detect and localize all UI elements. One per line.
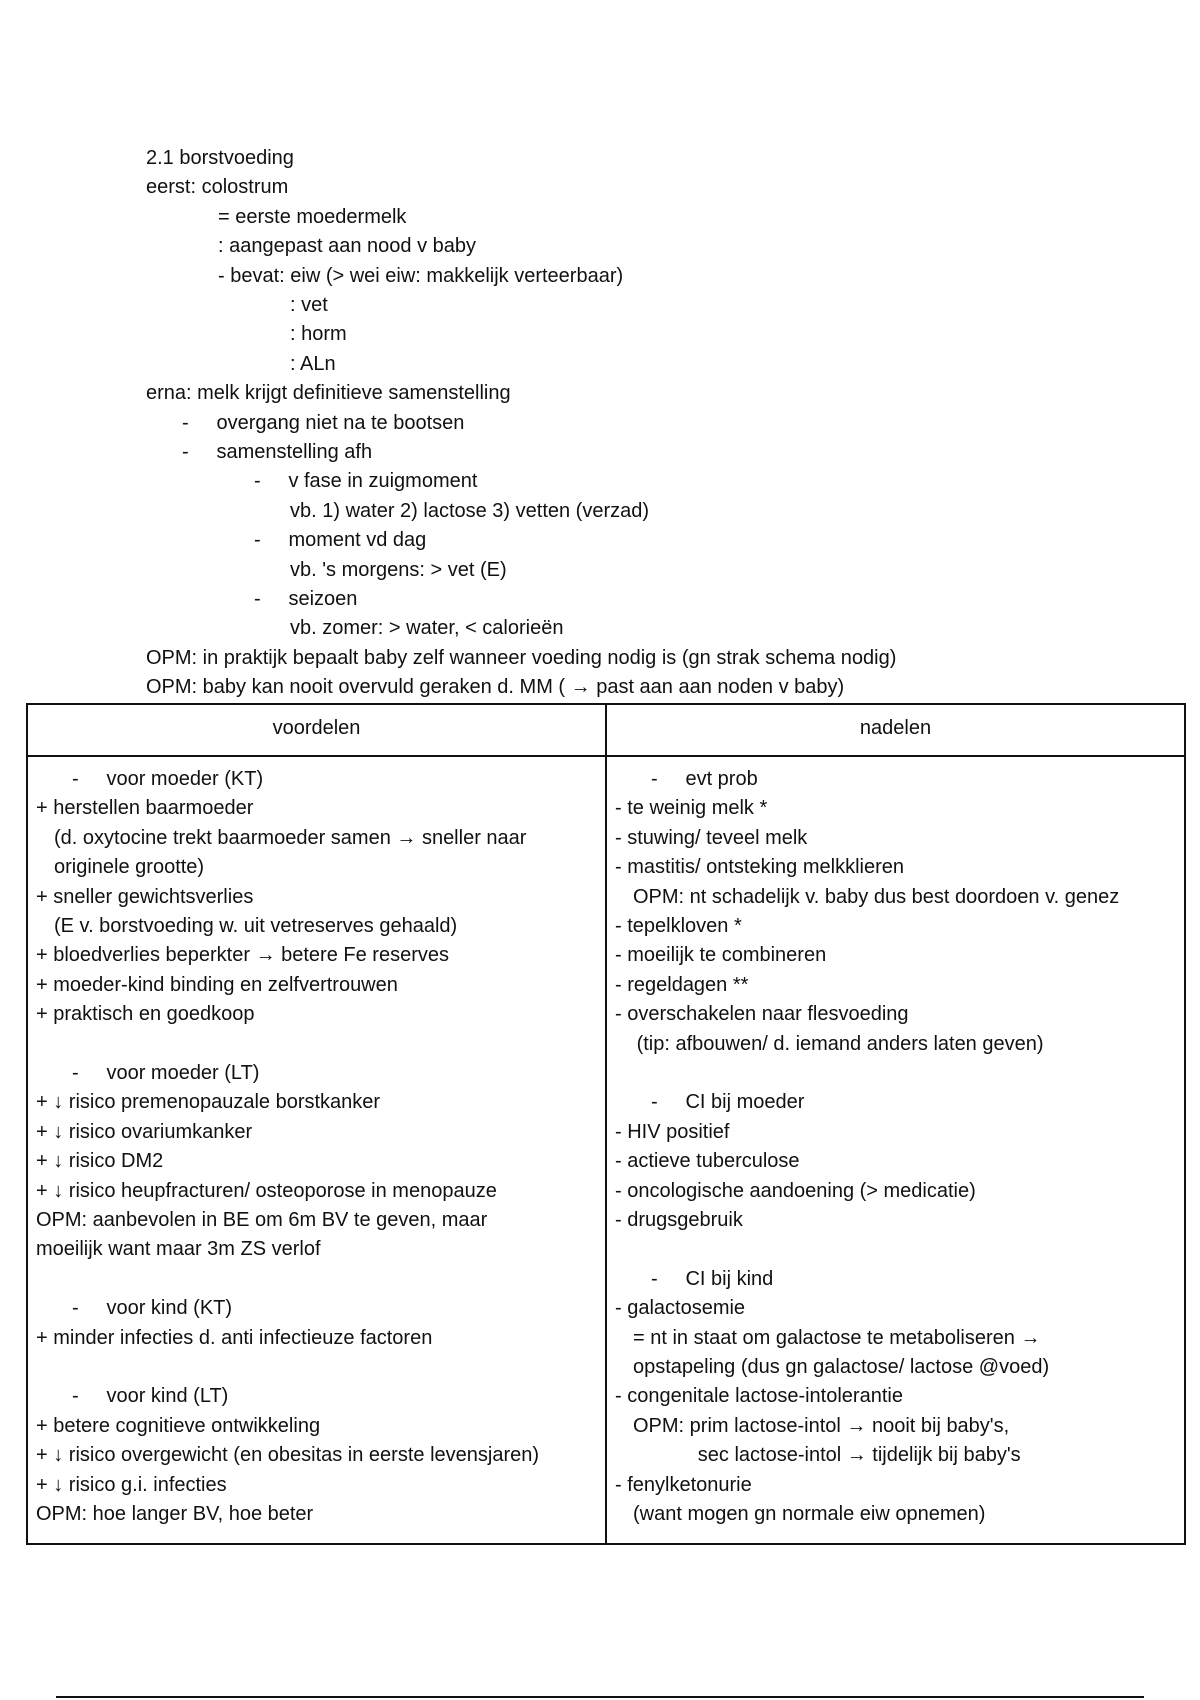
nadelen-line: - galactosemie bbox=[615, 1297, 746, 1320]
note-line: - samenstelling afh bbox=[182, 441, 373, 463]
nadelen-line: - overschakelen naar flesvoeding bbox=[615, 1003, 909, 1026]
voordelen-line: + bloedverlies beperkter → betere Fe reserves bbox=[36, 944, 449, 967]
nadelen-line: opstapeling (dus gn galactose/ lactose @voed) bbox=[633, 1356, 1050, 1378]
note-line: - v fase in zuigmoment bbox=[254, 470, 478, 493]
note-line: : vet bbox=[290, 294, 328, 316]
voordelen-line: + moeder-kind binding en zelfvertrouwen bbox=[36, 973, 398, 996]
voordelen-line: + ↓ risico g.i. infecties bbox=[36, 1473, 227, 1496]
voordelen-line: + praktisch en goedkoop bbox=[36, 1003, 255, 1026]
nadelen-line: - HIV positief bbox=[615, 1120, 730, 1143]
voordelen-line: originele grootte) bbox=[54, 856, 205, 879]
nadelen-line: = nt in staat om galactose te metaboliseren → bbox=[633, 1326, 1041, 1349]
nadelen-line: - actieve tuberculose bbox=[615, 1150, 800, 1173]
nadelen-line: OPM: nt schadelijk v. baby dus best doordoen v. genez bbox=[633, 885, 1120, 908]
voordelen-line: OPM: aanbevolen in BE om 6m BV te geven, maar bbox=[36, 1209, 488, 1231]
note-line: 2.1 borstvoeding bbox=[146, 147, 294, 169]
nadelen-line: - evt prob bbox=[651, 768, 758, 790]
voordelen-line: - voor moeder (LT) bbox=[72, 1062, 260, 1084]
voordelen-line: - voor kind (KT) bbox=[72, 1297, 233, 1320]
nadelen-line: - stuwing/ teveel melk bbox=[615, 826, 808, 849]
note-line: = eerste moedermelk bbox=[218, 205, 407, 228]
nadelen-line: - drugsgebruik bbox=[615, 1209, 743, 1231]
voordelen-line: - voor kind (LT) bbox=[72, 1385, 229, 1408]
voordelen-line: (d. oxytocine trekt baarmoeder samen → sneller naar bbox=[54, 826, 527, 849]
header-nadelen: nadelen bbox=[859, 717, 932, 739]
nadelen-line: (tip: afbouwen/ d. iemand anders laten geven) bbox=[636, 1032, 1044, 1055]
voordelen-line: OPM: hoe langer BV, hoe beter bbox=[36, 1503, 314, 1525]
voordelen-line: + ↓ risico overgewicht (en obesitas in eerste levensjaren) bbox=[36, 1444, 540, 1467]
voordelen-line: + sneller gewichtsverlies bbox=[36, 885, 254, 908]
voordelen-line: + betere cognitieve ontwikkeling bbox=[36, 1414, 321, 1437]
voordelen-line: + minder infecties d. anti infectieuze factoren bbox=[36, 1326, 433, 1349]
voordelen-line: + ↓ risico premenopauzale borstkanker bbox=[36, 1091, 381, 1114]
voordelen-line: (E v. borstvoeding w. uit vetreserves gehaald) bbox=[54, 915, 458, 937]
nadelen-line: - mastitis/ ontsteking melkklieren bbox=[615, 856, 904, 879]
nadelen-line: - oncologische aandoening (> medicatie) bbox=[615, 1179, 976, 1202]
voordelen-line: + herstellen baarmoeder bbox=[36, 797, 254, 820]
note-line: : aangepast aan nood v baby bbox=[218, 235, 476, 258]
note-line: vb. 1) water 2) lactose 3) vetten (verzad) bbox=[290, 499, 650, 522]
note-line: - moment vd dag bbox=[254, 529, 427, 552]
nadelen-line: - fenylketonurie bbox=[615, 1473, 752, 1496]
note-line: OPM: baby kan nooit overvuld geraken d. MM ( → past aan aan noden v baby) bbox=[146, 676, 845, 699]
table-column-divider bbox=[605, 703, 607, 1545]
note-line: - bevat: eiw (> wei eiw: makkelijk verteerbaar) bbox=[218, 264, 624, 287]
voordelen-line: + ↓ risico DM2 bbox=[36, 1150, 164, 1173]
nadelen-line: - congenitale lactose-intolerantie bbox=[615, 1385, 903, 1408]
nadelen-line: - moeilijk te combineren bbox=[615, 944, 827, 967]
note-line: vb. zomer: > water, < calorieën bbox=[290, 617, 564, 640]
nadelen-line: - regeldagen ** bbox=[615, 973, 749, 996]
voordelen-line: moeilijk want maar 3m ZS verlof bbox=[36, 1238, 321, 1261]
header-voordelen: voordelen bbox=[272, 717, 361, 739]
nadelen-line: - tepelkloven * bbox=[615, 915, 742, 937]
note-line: vb. 's morgens: > vet (E) bbox=[290, 558, 507, 581]
nadelen-line: - CI bij moeder bbox=[651, 1091, 805, 1114]
nadelen-line: OPM: prim lactose-intol → nooit bij baby's, bbox=[633, 1414, 1010, 1437]
nadelen-line: (want mogen gn normale eiw opnemen) bbox=[633, 1503, 986, 1525]
nadelen-line: - te weinig melk * bbox=[615, 797, 768, 820]
note-line: erna: melk krijgt definitieve samenstelling bbox=[146, 382, 511, 405]
voordelen-line: - voor moeder (KT) bbox=[72, 768, 264, 790]
nadelen-line: - CI bij kind bbox=[651, 1267, 774, 1290]
note-line: eerst: colostrum bbox=[146, 176, 289, 199]
note-line: : horm bbox=[290, 323, 347, 346]
footer-rule bbox=[56, 1696, 1144, 1698]
nadelen-line: sec lactose-intol → tijdelijk bij baby's bbox=[697, 1444, 1021, 1467]
note-line: - overgang niet na te bootsen bbox=[182, 411, 465, 434]
note-line: - seizoen bbox=[254, 588, 358, 610]
note-line: : ALn bbox=[290, 352, 336, 375]
voordelen-line: + ↓ risico heupfracturen/ osteoporose in menopauze bbox=[36, 1179, 497, 1202]
note-line: OPM: in praktijk bepaalt baby zelf wanneer voeding nodig is (gn strak schema nodig) bbox=[146, 646, 897, 669]
voordelen-line: + ↓ risico ovariumkanker bbox=[36, 1120, 253, 1143]
